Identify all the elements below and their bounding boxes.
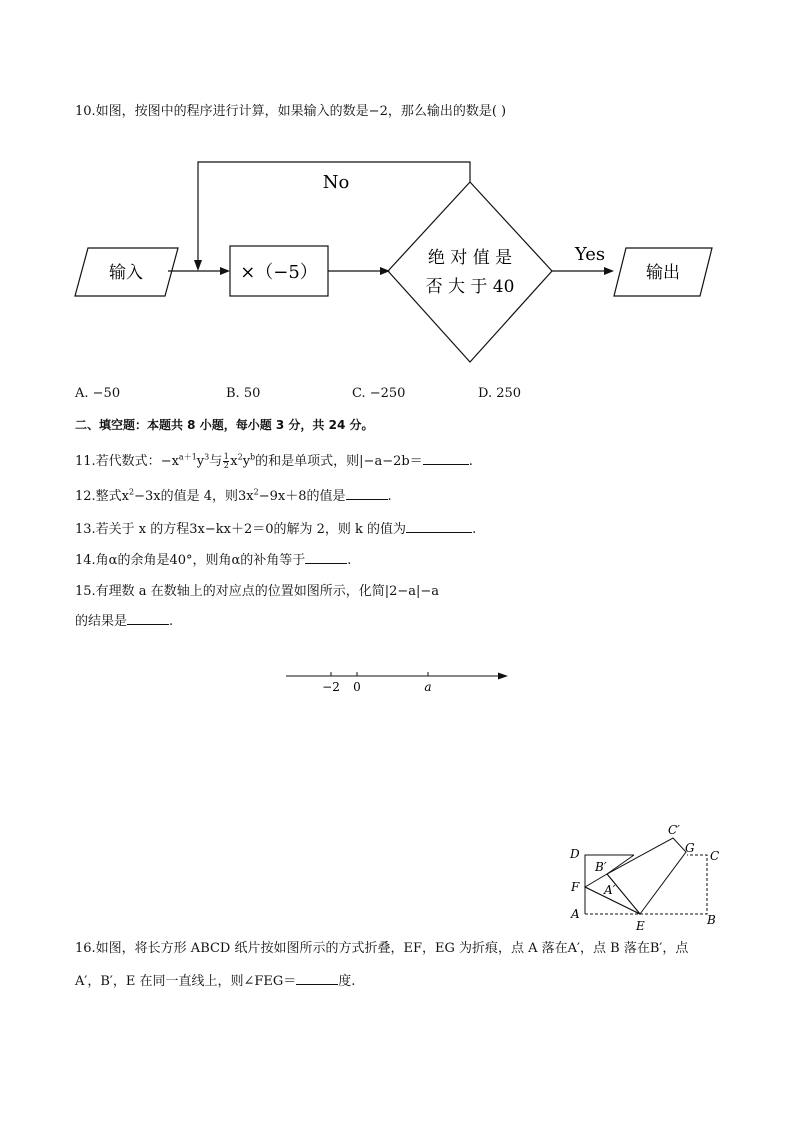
label-C: C: [710, 849, 720, 863]
tick-label-a: a: [424, 680, 432, 694]
q12-part-a: 12.整式x: [75, 489, 130, 504]
q12-part-c: −9x＋8的值是: [258, 489, 346, 504]
q14-text: 14.角α的余角是40°，则角α的补角等于: [75, 553, 306, 568]
option-a: A. −50: [75, 386, 121, 401]
q11-answer-blank[interactable]: [423, 452, 469, 465]
q12-exp2: 2: [253, 487, 259, 497]
decision-line2: 否 大 于 40: [425, 277, 515, 297]
tick-label-0: 0: [353, 680, 361, 694]
decision-line1: 绝 对 值 是: [427, 248, 513, 268]
q15-line2: [75, 612, 173, 631]
q16-answer-blank[interactable]: [296, 972, 338, 985]
yes-label: Yes: [574, 244, 606, 265]
q15-line1: 15.有理数 a 在数轴上的对应点的位置如图所示，化简|2−a|−a: [75, 584, 440, 599]
no-label: No: [322, 172, 350, 193]
q11-exp3: 2: [237, 452, 243, 462]
q13-end: .: [472, 522, 477, 537]
q11-exp1: a＋1: [178, 452, 197, 462]
q16-line2-text: A′，B′，E 在同一直线上，则∠FEG＝: [75, 974, 297, 989]
q11-mid: 与: [209, 454, 223, 469]
number-line-arrow-icon: [498, 673, 508, 680]
q11-frac-den: 2: [223, 461, 229, 470]
option-c: C. −250: [352, 386, 406, 401]
q11-fraction: [223, 453, 229, 470]
q15-line2-text: 的结果是: [75, 614, 128, 629]
q11: [75, 452, 473, 471]
arrow-head-icon: [604, 267, 614, 275]
option-b: B. 50: [226, 386, 261, 401]
q11-term2: x: [230, 454, 238, 469]
q16-figure: [562, 818, 732, 936]
q16-line1: 16.如图，将长方形 ABCD 纸片按如图所示的方式折叠，EF，EG 为折痕，点 A 落在A′，点 B 落在B′，点: [75, 941, 689, 956]
q16-line2: [75, 972, 355, 991]
q11-frac-num: 1: [223, 452, 229, 461]
q14-answer-blank[interactable]: [305, 551, 347, 564]
label-C-prime: C′: [668, 823, 680, 837]
q12: [75, 487, 392, 506]
q11-term1-y: y: [196, 454, 205, 469]
q13-text: 13.若关于 x 的方程3x−kx＋2＝0的解为 2，则 k 的值为: [75, 522, 407, 537]
q11-num: 11.若代数式：: [75, 454, 161, 469]
q15-end: .: [169, 614, 174, 629]
label-B: B: [707, 913, 716, 927]
section-heading: 二、填空题：本题共 8 小题，每小题 3 分，共 24 分。: [75, 418, 374, 432]
q10-flowchart: [70, 150, 730, 375]
q14: [75, 551, 351, 570]
q10-stem: 10.如图，按图中的程序进行计算，如果输入的数是−2，那么输出的数是( ): [75, 104, 507, 119]
q12-end: .: [387, 489, 392, 504]
q12-answer-blank[interactable]: [346, 487, 388, 500]
arrow-head-icon: [194, 260, 202, 271]
tick-label-neg2: −2: [322, 680, 340, 694]
q11-end: .: [468, 454, 473, 469]
number-line: [282, 665, 514, 699]
arrow-head-icon: [220, 267, 230, 275]
label-F: F: [571, 880, 580, 894]
q11-term1: −x: [160, 454, 179, 469]
label-E: E: [636, 919, 645, 933]
label-D: D: [570, 847, 580, 861]
label-G: G: [685, 841, 695, 855]
q14-end: .: [347, 553, 352, 568]
q16-unit: 度.: [338, 974, 356, 989]
op-label: ×（−5）: [240, 262, 318, 283]
fold-quad-right: [607, 838, 686, 914]
option-d: D. 250: [478, 386, 522, 401]
label-A: A: [571, 907, 580, 921]
q12-part-b: −3x的值是 4，则3x: [134, 489, 254, 504]
q15-answer-blank[interactable]: [127, 612, 169, 625]
q11-exp4: b: [250, 452, 256, 462]
output-label: 输出: [646, 263, 680, 283]
q12-exp1: 2: [129, 487, 135, 497]
q11-exp2: 3: [204, 452, 210, 462]
input-label: 输入: [109, 263, 143, 283]
q11-term2-y: y: [242, 454, 251, 469]
label-B-prime: B′: [595, 860, 607, 874]
label-A-prime: A′: [604, 883, 616, 897]
q13: [75, 520, 476, 539]
q13-answer-blank[interactable]: [406, 520, 472, 533]
q11-tail: 的和是单项式，则|−a−2b＝: [255, 454, 423, 469]
decision-diamond: [388, 182, 552, 362]
